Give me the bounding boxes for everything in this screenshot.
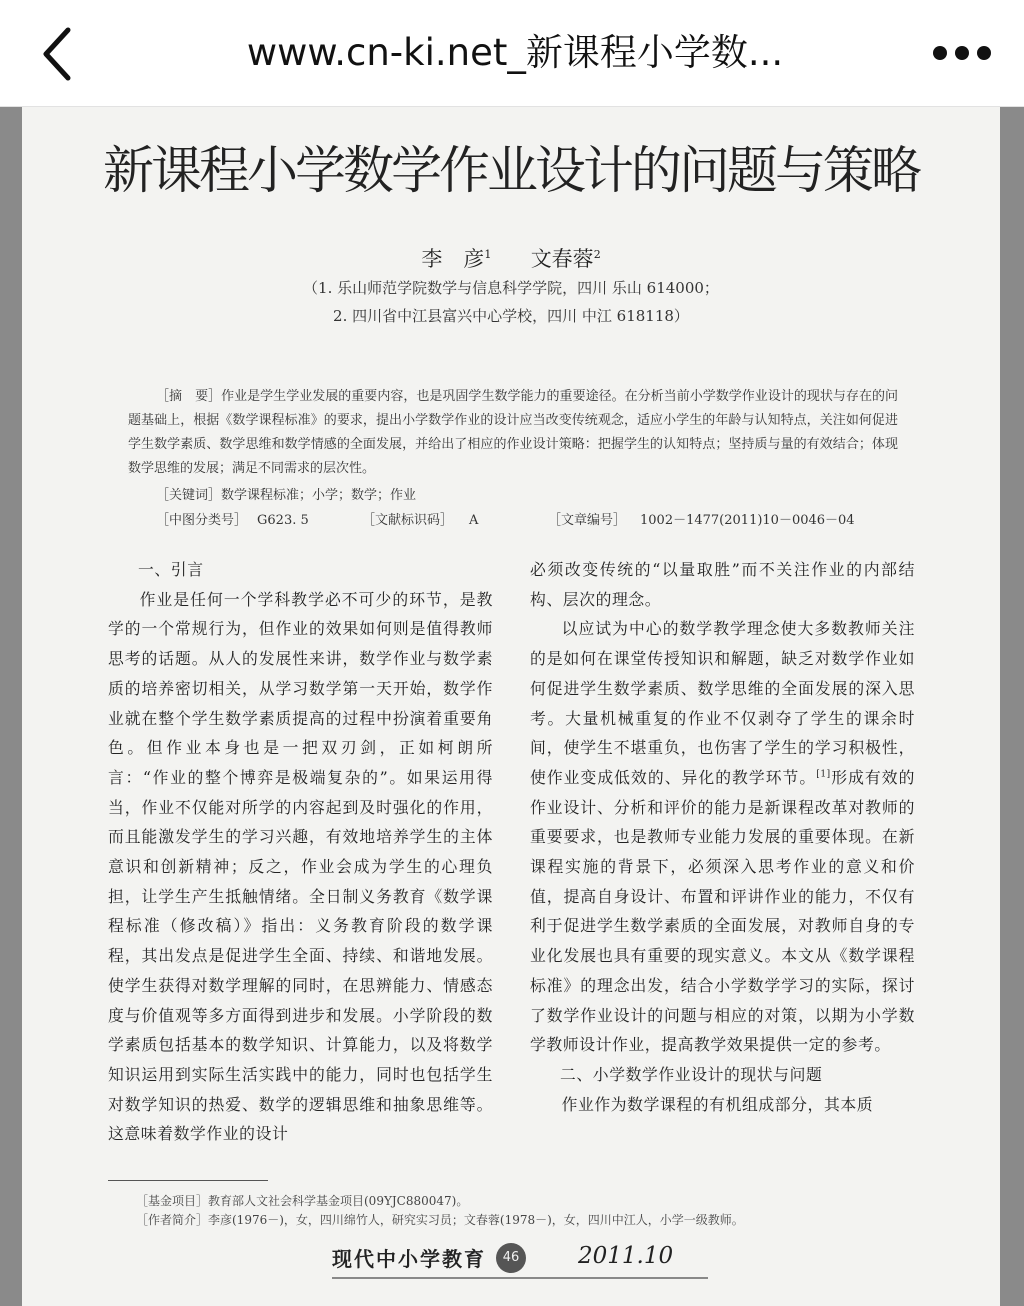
keywords-tag: ［关键词］ bbox=[156, 488, 222, 503]
abstract-text: 作业是学生学业发展的重要内容，也是巩固学生数学能力的重要途径。在分析当前小学数学作业设计的现状与存在的问题基础上，根据《数学课程标准》的要求，提出小学数学作业的设计应当改变传统观念，适应小学生的年龄与认知特点，关注如何促进学生数学素质、数学思维和数学情感的全面发展，并给出了相应的作业设计策略：把握学生的认知特点；坚持质与量的有效结合；体现数学思维的发展；满足不同需求的层次性。 bbox=[128, 389, 898, 476]
body-text: 形成有效的作业设计、分析和评价的能力是新课程改革对教师的重要要求，也是教师专业能力发展的重要体现。在新课程实施的背景下，必须深入思考作业的意义和价值，提高自身设计、布置和评讲作业的能力，不仅有利于促进学生数学素质的全面发展，对教师自身的专业化发展也具有重要的现实意义。本文从《数学课程标准》的理念出发，结合小学数学学习的实际，探讨了数学作业设计的问题与相应的对策，以期为小学数学教师设计作业，提高教学效果提供一定的参考。 bbox=[530, 767, 915, 1055]
article-number bbox=[548, 509, 855, 528]
keywords bbox=[156, 484, 416, 503]
journal-footer bbox=[322, 1239, 722, 1281]
affiliation-line: （1. 乐山师范学院数学与信息科学学院，四川 乐山 614000； bbox=[303, 279, 719, 297]
doc-code-tag: ［文献标识码］ bbox=[362, 513, 454, 528]
article-no-tag: ［文章编号］ bbox=[548, 513, 627, 528]
doc-code-value: A bbox=[469, 513, 479, 528]
section-heading: 一、引言 bbox=[138, 560, 204, 579]
journal-issue-date: 2011.10 bbox=[578, 1243, 674, 1269]
body-paragraph: 作业是任何一个学科教学必不可少的环节，是教学的一个常规行为，但作业的效果如何则是值得教师思考的话题。从人的发展性来讲，数学作业与数学素质的培养密切相关，从学习数学第一天开始，数学作业就在整个学生数学素质提高的过程中扮演着重要角色。但作业本身也是一把双刃剑，正如柯朗所言：“作业的整个博弈是极端复杂的”。如果运用得当，作业不仅能对所学的内容起到及时强化的作用，而且能激发学生的学习兴趣，有效地培养学生的主体意识和创新精神；反之，作业会成为学生的心理负担，让学生产生抵触情绪。全日制义务教育《数学课程标准（修改稿）》指出：义务教育阶段的数学课程，其出发点是促进学生全面、持续、和谐地发展。使学生获得对数学理解的同时，在思辨能力、情感态度与价值观等多方面得到进步和发展。小学阶段的数学素质包括基本的数学知识、计算能力，以及将数学知识运用到实际生活实践中的能力，同时也包括学生对数学知识的热爱、数学的逻辑思维和抽象思维等。这意味着数学作业的设计 bbox=[108, 589, 493, 1144]
more-dots-icon bbox=[930, 38, 994, 68]
body-paragraph: 必须改变传统的“以量取胜”而不关注作业的内部结构、层次的理念。 bbox=[530, 560, 915, 609]
keywords-text: 数学课程标准；小学；数学；作业 bbox=[221, 488, 417, 503]
author-mark: 2 bbox=[593, 248, 601, 261]
affiliation-line: 2. 四川省中江县富兴中心学校，四川 中江 618118） bbox=[333, 307, 689, 325]
clc-number bbox=[156, 509, 309, 528]
browser-top-bar bbox=[0, 0, 1024, 107]
footnote-divider bbox=[108, 1180, 268, 1181]
footnote-author-bio: ［作者简介］李彦(1976－)，女，四川绵竹人，研究实习员；文春蓉(1978－)，女，四川中江人，小学一级教师。 bbox=[136, 1213, 744, 1227]
journal-name: 现代中小学教育 bbox=[332, 1247, 486, 1271]
body-paragraph bbox=[530, 614, 915, 1060]
footer-rule bbox=[332, 1277, 708, 1279]
author-mark: 1 bbox=[484, 248, 492, 261]
back-button[interactable] bbox=[34, 26, 84, 82]
section-heading: 二、小学数学作业设计的现状与问题 bbox=[560, 1064, 823, 1084]
document-code bbox=[362, 509, 478, 528]
reference-mark[interactable]: [1] bbox=[816, 769, 831, 780]
body-text: 以应试为中心的数学教学理念使大多数教师关注的是如何在课堂传授知识和解题，缺乏对数学作业如何促进学生数学素质、数学思维的全面发展的深入思考。大量机械重复的作业不仅剥夺了学生的课余时间，使学生不堪重负，也伤害了学生的学习积极性，使作业变成低效的、异化的教学环节。 bbox=[530, 619, 915, 787]
right-column bbox=[530, 555, 915, 1119]
author-name: 文春蓉 bbox=[530, 247, 594, 271]
article-no-value: 1002－1477(2011)10－0046－04 bbox=[640, 513, 855, 528]
clc-value: G623. 5 bbox=[257, 513, 309, 528]
more-options-button[interactable] bbox=[930, 38, 994, 68]
author-name: 李 彦 bbox=[421, 247, 485, 271]
left-column bbox=[108, 555, 493, 1149]
page-number-badge: 46 bbox=[496, 1243, 526, 1273]
body-paragraph: 作业作为数学课程的有机组成部分，其本质 bbox=[561, 1094, 874, 1114]
paper-page[interactable] bbox=[22, 107, 1000, 1306]
paper-title: 新课程小学数学作业设计的问题与策略 bbox=[102, 142, 919, 201]
footnote-funding: ［基金项目］教育部人文社会科学基金项目(09YJC880047)。 bbox=[136, 1194, 469, 1208]
clc-tag: ［中图分类号］ bbox=[156, 513, 248, 528]
chevron-left-icon bbox=[34, 26, 84, 82]
page-url-title: www.cn-ki.net_新课程小学数... bbox=[246, 31, 784, 74]
abstract-tag: ［摘 要］ bbox=[156, 389, 222, 404]
authors-line bbox=[22, 243, 1000, 273]
abstract bbox=[128, 385, 898, 481]
